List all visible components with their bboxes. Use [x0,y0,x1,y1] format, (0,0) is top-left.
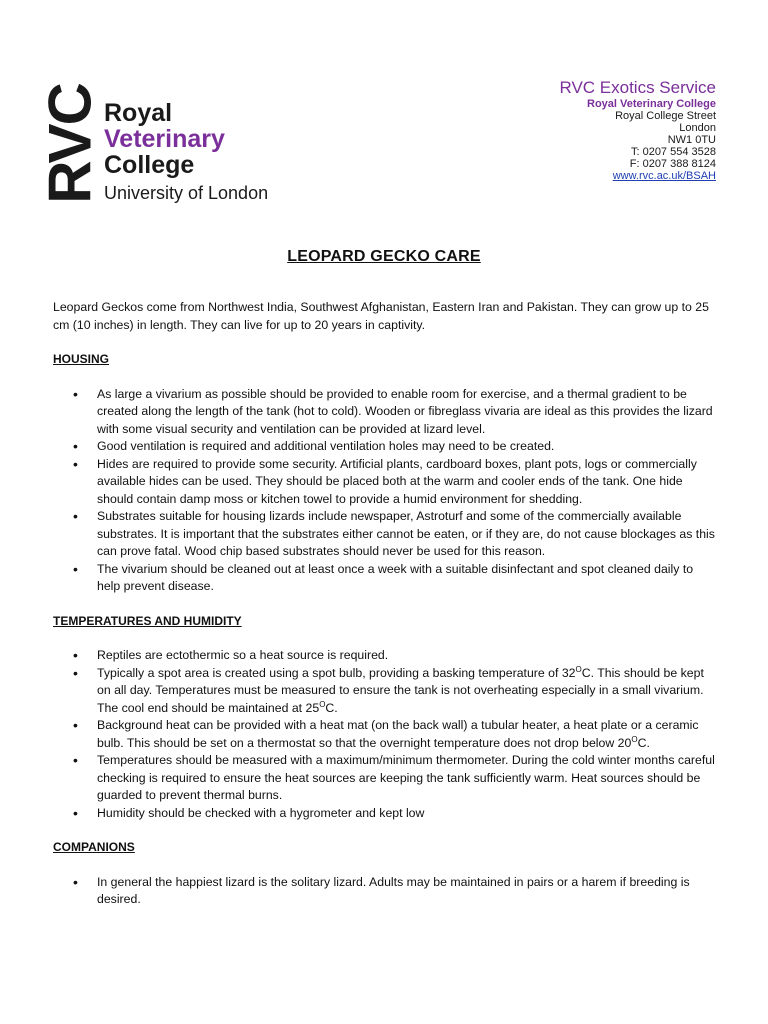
address-city: London [679,122,716,134]
companions-heading: COMPANIONS [53,840,135,854]
address-block [559,78,716,183]
housing-list [53,386,718,596]
logo-line-veterinary: Veterinary [104,125,225,153]
list-item: • Humidity should be checked with a hygrometer and kept low [53,805,718,823]
companions-list [53,874,718,909]
service-name: RVC Exotics Service [559,78,716,97]
list-item: • In general the happiest lizard is the solitary lizard. Adults may be maintained in pairs or a harem if breeding is desired. [53,874,718,909]
intro-paragraph: Leopard Geckos come from Northwest India, Southwest Afghanistan, Eastern Iran and Pakistan. They can grow up to 25 cm (10 inches) in length. They can live for up to 20 years in captivity. [53,300,709,332]
list-item: • Background heat can be provided with a heat mat (on the back wall) a tubular heater, a heat plate or a ceramic bulb. This should be set on a thermostat so that the overnight temperature does not drop below $20^OC$. [53,717,718,752]
college-name: Royal Veterinary College [587,98,716,110]
list-item: • Temperatures should be measured with a maximum/minimum thermometer. During the cold winter months careful checking is required to ensure the heat sources are keeping the tank sufficiently warm. Heat sources should be guarded to prevent thermal burns. [53,752,718,805]
logo-letters: RVC [36,84,104,204]
list-item: • As large a vivarium as possible should be provided to enable room for exercise, and a thermal gradient to be created along the length of the tank (hot to cold). Wooden or fibreglass vivaria are ideal as this provides the lizard with some visual security and ventilation can be provided at lizard level. [53,386,718,439]
list-item: • Good ventilation is required and additional ventilation holes may need to be created. [53,438,718,456]
website-link[interactable]: www.rvc.ac.uk/BSAH [612,170,716,182]
logo-line-university: University of London [104,183,269,203]
rvc-logo [36,78,276,210]
list-item: • The vivarium should be cleaned out at least once a week with a suitable disinfectant and spot cleaned daily to help prevent disease. [53,561,718,596]
temperatures-list [53,647,718,822]
list-item: • Typically a spot area is created using a spot bulb, providing a basking temperature of $32^OC$. This should be kept on all day. Temperatures must be measured to ensure the tank is not overheating especially in a small vivarium. The cool end should be maintained at $25^OC$. [53,665,718,718]
address-phone: T: 0207 554 3528 [630,146,716,158]
logo-line-college: College [104,151,195,179]
list-item: • Reptiles are ectothermic so a heat source is required. [53,647,718,665]
housing-heading: HOUSING [53,352,110,366]
address-fax: F: 0207 388 8124 [629,158,716,170]
document-body [53,299,718,909]
address-postcode: NW1 0TU [667,134,716,146]
logo-line-royal: Royal [104,99,173,127]
temperatures-heading: TEMPERATURES AND HUMIDITY [53,613,242,628]
address-street: Royal College Street [615,110,716,122]
page-title: LEOPARD GECKO CARE [287,248,481,265]
logo-wordmark [104,100,268,206]
list-item: • Hides are required to provide some security. Artificial plants, cardboard boxes, plant pots, logs or commercially available hides can be used. They should be placed both at the warm and cooler ends of the tank. One hide should contain damp moss or kitchen towel to provide a humid environment for shedding. [53,456,718,509]
list-item: • Substrates suitable for housing lizards include newspaper, Astroturf and some of the commercially available substrates. It is important that the substrates either cannot be eaten, or if they are, do not cause blockages as this can prove fatal. Wood chip based substrates should never be used for this reason. [53,508,718,561]
